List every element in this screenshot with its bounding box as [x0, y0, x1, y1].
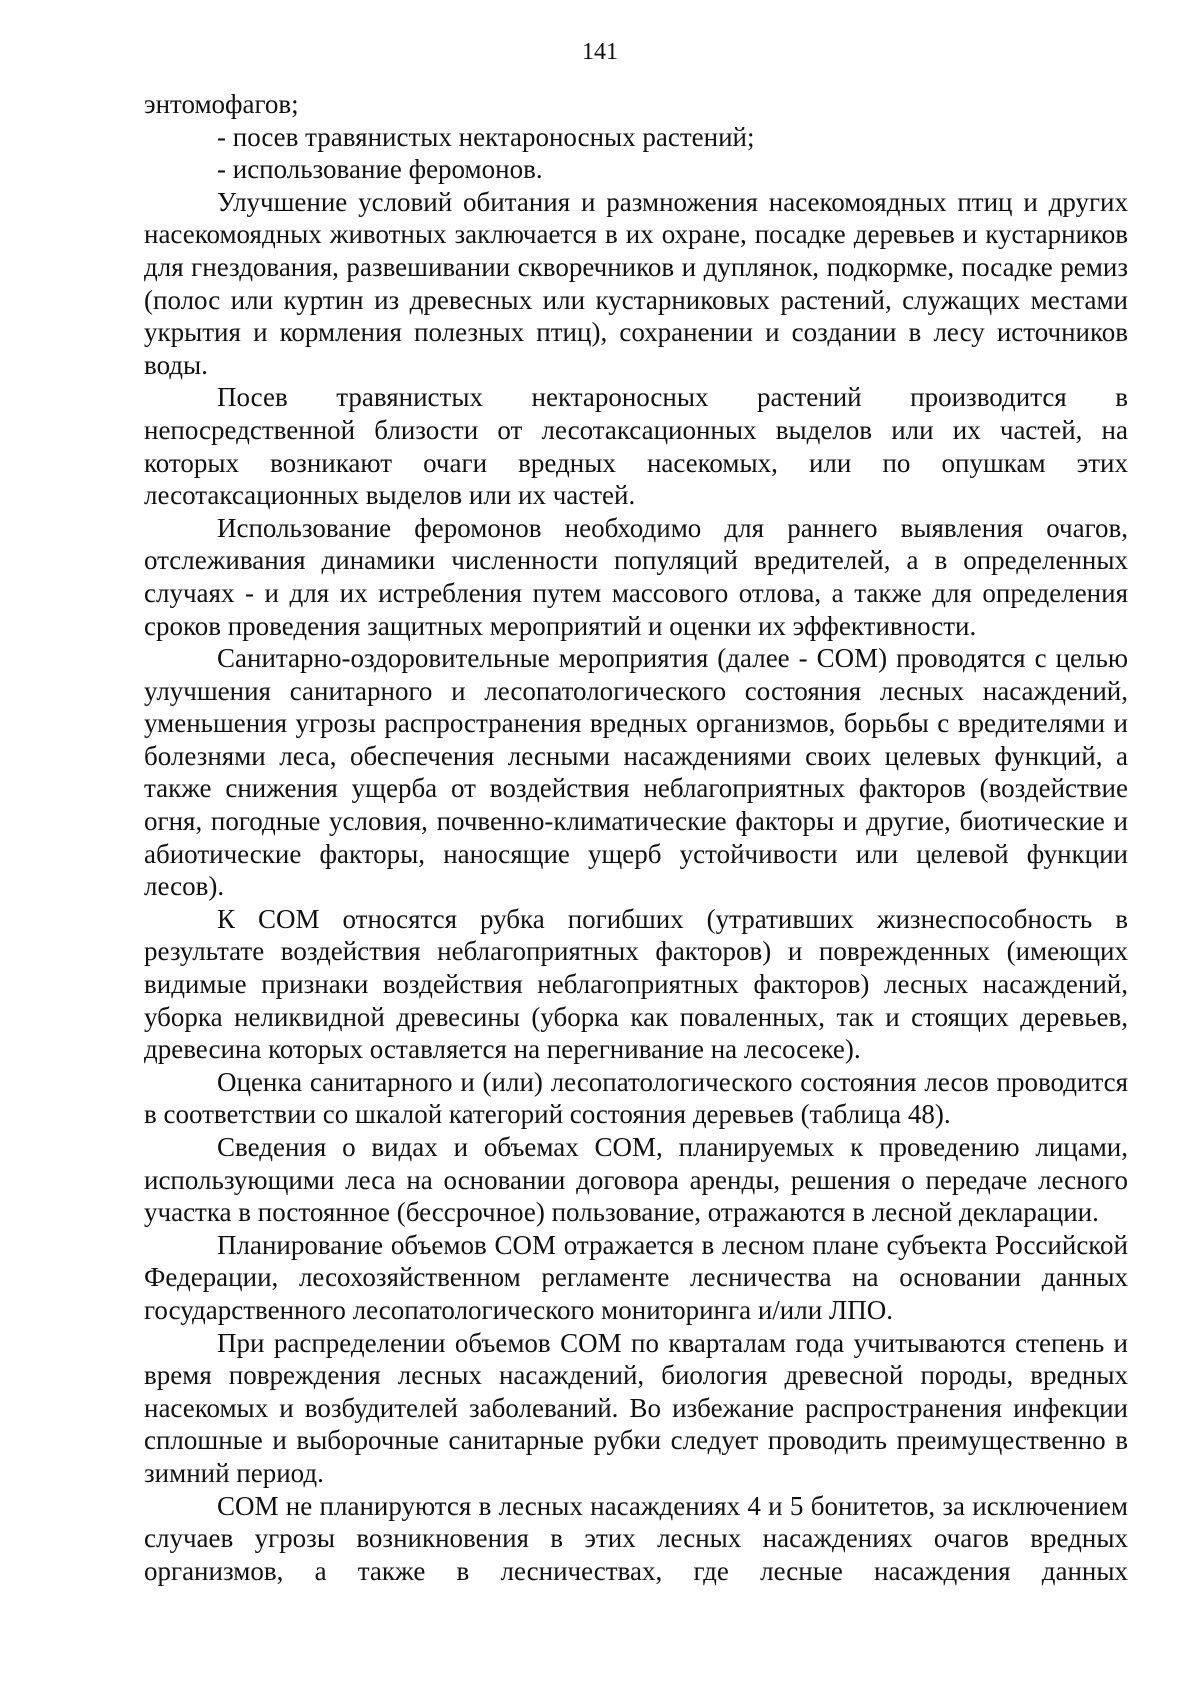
body-text [144, 88, 1128, 1587]
paragraph-site-class-exclusion: СОМ не планируются в лесных насаждениях 4 и 5 бонитетов, за исключением случаев угрозы возникновения в этих лесных насаждениях очагов вредных организмов, а также в лесничествах, где лесные насаждения данных [144, 1490, 1128, 1586]
paragraph-bird-habitat: Улучшение условий обитания и размножения насекомоядных птиц и других насекомоядных животных заключается в их охране, посадке деревьев и кустарников для гнездования, развешивании скворечников и дуплянок, подкормке, посадке ремиз (полос или куртин из древесных или кустарниковых растений, служащих местами укрытия и кормления полезных птиц), сохранении и создании в лесу источников воды. [144, 186, 1128, 380]
paragraph-entomophages-continuation: энтомофагов; [144, 89, 299, 119]
page-number: 141 [582, 39, 618, 65]
paragraph-quarterly-distribution: При распределении объемов СОМ по кварталам года учитываются степень и время повреждения лесных насаждений, биология древесной породы, вредных насекомых и возбудителей заболеваний. Во избежание распространения инфекции сплошные и выборочные санитарные рубки следует проводить преимущественно в зимний период. [144, 1327, 1128, 1488]
paragraph-som-includes: К СОМ относятся рубка погибших (утративших жизнеспособность в результате воздействия неблагоприятных факторов) и поврежденных (имеющих видимые признаки воздействия неблагоприятных факторов) лесных насаждений, уборка неликвидной древесины (уборка как поваленных, так и стоящих деревьев, древесина которых оставляется на перегнивание на лесосеке). [144, 903, 1128, 1065]
paragraph-som-definition: Санитарно-оздоровительные мероприятия (далее - СОМ) проводятся с целью улучшения санитарного и лесопатологического состояния лесных насаждений, уменьшения угрозы распространения вредных организмов, борьбы с вредителями и болезнями леса, обеспечения лесными насаждениями своих целевых функций, а также снижения ущерба от воздействия неблагоприятных факторов (воздействие огня, погодные условия, почвенно-климатические факторы и другие, биотические и абиотические факторы, наносящие ущерб устойчивости или целевой функции лесов). [144, 643, 1128, 902]
list-item-nectar-plants: - посев травянистых нектароносных растений; [217, 121, 755, 152]
paragraph-nectar-sowing: Посев травянистых нектароносных растений производится в непосредственной близости от лесотаксационных выделов или их частей, на которых возникают очаги вредных насекомых, или по опушкам этих лесотаксационных выделов или их частей. [144, 382, 1128, 511]
paragraph-forest-declaration: Сведения о видах и объемах СОМ, планируемых к проведению лицами, использующими леса на основании договора аренды, решения о передаче лесного участка в постоянное (бессрочное) пользование, отражаются в лесной декларации. [144, 1132, 1128, 1228]
paragraph-condition-assessment: Оценка санитарного и (или) лесопатологического состояния лесов проводится в соответствии со шкалой категорий состояния деревьев (таблица 48). [144, 1066, 1128, 1130]
list-item-pheromones: - использование феромонов. [217, 154, 543, 185]
paragraph-pheromone-use: Использование феромонов необходимо для раннего выявления очагов, отслеживания динамики численности популяций вредителей, а в определенных случаях - и для их истребления путем массового отлова, а также для определения сроков проведения защитных мероприятий и оценки их эффективности. [144, 512, 1128, 641]
paragraph-som-planning: Планирование объемов СОМ отражается в лесном плане субъекта Российской Федерации, лесохозяйственном регламенте лесничества на основании данных государственного лесопатологического мониторинга и/или ЛПО. [144, 1229, 1128, 1325]
